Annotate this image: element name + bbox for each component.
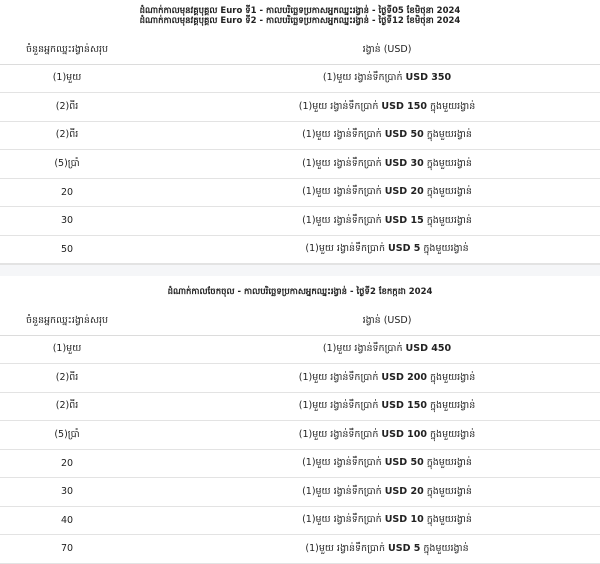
prize-amount: USD 200 xyxy=(381,371,427,383)
section1-title xyxy=(0,0,600,36)
prize-suffix: ក្នុងមួយរង្វាន់ xyxy=(426,428,476,440)
table-row xyxy=(0,392,600,421)
section1-title-line1: ដំណាក់កាលមុនវគ្គបុគ្គល Euro ទី1 - កាលបរិច្ឆេទប្រកាសអ្នកឈ្នះរង្វាន់ - ថ្ងៃទី05 ខែមិថុនា 2024 xyxy=(139,6,461,16)
prize-text xyxy=(323,342,451,356)
winners-count-cell: (2)ពីរ xyxy=(0,93,134,122)
prize-suffix: ក្នុងមួយរង្វាន់ xyxy=(420,542,469,554)
winners-count-cell: (2)ពីរ xyxy=(0,392,134,421)
table-row xyxy=(0,535,600,564)
prize-text xyxy=(305,242,468,256)
prize-amount: USD 5 xyxy=(388,243,421,255)
prize-suffix: ក្នុងមួយរង្វាន់ xyxy=(423,157,472,169)
prize-prefix: (1)មួយ រង្វាន់ទឹកប្រាក់ xyxy=(305,243,389,255)
prize-column-header: រង្វាន់ (USD) xyxy=(134,307,600,335)
prize-amount: USD 5 xyxy=(388,542,421,554)
table-header-row xyxy=(0,36,600,64)
winners-count-cell: 30 xyxy=(0,207,134,236)
prize-amount: USD 100 xyxy=(381,428,427,440)
table-row xyxy=(0,421,600,450)
prize-suffix: ក្នុងមួយរង្វាន់ xyxy=(423,457,472,469)
prize-amount: USD 20 xyxy=(384,485,424,497)
prize-amount: USD 350 xyxy=(405,72,452,84)
prize-cell xyxy=(134,178,600,207)
prize-suffix: ក្នុងមួយរង្វាន់ xyxy=(423,214,472,226)
prize-text xyxy=(302,157,472,171)
prize-suffix: ក្នុងមួយរង្វាន់ xyxy=(423,129,472,141)
prize-prefix: (1)មួយ រង្វាន់ទឹកប្រាក់ xyxy=(302,157,385,169)
prize-prefix: (1)មួយ រង្វាន់ទឹកប្រាក់ xyxy=(302,129,385,141)
winners-count-cell: 50 xyxy=(0,235,134,264)
prize-prefix: (1)មួយ រង្វាន់ទឹកប្រាក់ xyxy=(302,514,385,526)
prize-cell xyxy=(134,121,600,150)
winners-count-cell: (2)ពីរ xyxy=(0,121,134,150)
prize-text xyxy=(299,428,475,442)
winners-count-cell: 20 xyxy=(0,449,134,478)
table-row xyxy=(0,335,600,364)
prize-cell xyxy=(134,150,600,179)
table-row xyxy=(0,364,600,393)
prize-amount: USD 150 xyxy=(381,100,427,112)
section2-prize-table xyxy=(0,307,600,564)
table-row xyxy=(0,506,600,535)
winners-count-cell: 40 xyxy=(0,506,134,535)
prize-text xyxy=(323,71,451,85)
prize-amount: USD 15 xyxy=(384,214,424,226)
prize-cell xyxy=(134,506,600,535)
prize-text xyxy=(302,456,472,470)
table-header-row xyxy=(0,307,600,335)
prize-column-header: រង្វាន់ (USD) xyxy=(134,36,600,64)
prize-amount: USD 50 xyxy=(384,129,424,141)
prize-prefix: (1)មួយ រង្វាន់ទឹកប្រាក់ xyxy=(298,400,382,412)
prize-text xyxy=(299,399,475,413)
prize-cell xyxy=(134,449,600,478)
winners-count-cell: (5)ប្រាំ xyxy=(0,421,134,450)
winners-count-cell: (2)ពីរ xyxy=(0,364,134,393)
prize-suffix: ក្នុងមួយរង្វាន់ xyxy=(423,186,472,198)
prize-cell xyxy=(134,535,600,564)
prize-prefix: (1)មួយ រង្វាន់ទឹកប្រាក់ xyxy=(322,343,406,355)
prize-cell xyxy=(134,207,600,236)
prize-amount: USD 10 xyxy=(384,514,424,526)
prize-text xyxy=(299,100,475,114)
prize-cell xyxy=(134,478,600,507)
prize-text xyxy=(302,214,472,228)
section2-title-line1: ដំណាក់កាលចែកចុល - កាលបរិច្ឆេទប្រកាសអ្នកឈ្នះរង្វាន់ - ថ្ងៃទី2 ខែកក្កដា 2024 xyxy=(167,287,433,297)
winners-count-cell: (5)ប្រាំ xyxy=(0,150,134,179)
prize-amount: USD 20 xyxy=(384,186,424,198)
prize-cell xyxy=(134,235,600,264)
prize-prefix: (1)មួយ រង្វាន់ទឹកប្រាក់ xyxy=(302,485,385,497)
section2-table-body xyxy=(0,335,600,563)
winners-count-cell: 20 xyxy=(0,178,134,207)
prize-prefix: (1)មួយ រង្វាន់ទឹកប្រាក់ xyxy=(302,457,385,469)
section-divider xyxy=(0,264,600,276)
prize-prefix: (1)មួយ រង្វាន់ទឹកប្រាក់ xyxy=(298,100,382,112)
prize-text xyxy=(305,542,468,556)
table-row xyxy=(0,235,600,264)
prize-amount: USD 50 xyxy=(384,457,424,469)
winners-count-cell: 70 xyxy=(0,535,134,564)
prize-text xyxy=(302,513,472,527)
prize-text xyxy=(302,185,472,199)
section1-prize-table xyxy=(0,36,600,264)
prize-suffix: ក្នុងមួយរង្វាន់ xyxy=(423,514,472,526)
prize-prefix: (1)មួយ រង្វាន់ទឹកប្រាក់ xyxy=(298,371,382,383)
table-row xyxy=(0,207,600,236)
prize-prefix: (1)មួយ រង្វាន់ទឹកប្រាក់ xyxy=(302,186,385,198)
table-row xyxy=(0,449,600,478)
prize-suffix: ក្នុងមួយរង្វាន់ xyxy=(423,485,472,497)
section1-table-body xyxy=(0,64,600,264)
prize-text xyxy=(299,371,475,385)
winners-count-cell: (1)មួយ xyxy=(0,64,134,93)
prize-suffix: ក្នុងមួយរង្វាន់ xyxy=(426,100,476,112)
table-row xyxy=(0,178,600,207)
table-row xyxy=(0,93,600,122)
table-row xyxy=(0,478,600,507)
winners-column-header: ចំនួនអ្នកឈ្នះរង្វាន់សរុប xyxy=(0,36,134,64)
prize-text xyxy=(302,485,472,499)
winners-column-header: ចំនួនអ្នកឈ្នះរង្វាន់សរុប xyxy=(0,307,134,335)
prize-amount: USD 150 xyxy=(381,400,427,412)
prize-prefix: (1)មួយ រង្វាន់ទឹកប្រាក់ xyxy=(305,542,389,554)
prize-suffix: ក្នុងមួយរង្វាន់ xyxy=(426,400,476,412)
winners-count-cell: 30 xyxy=(0,478,134,507)
table-row xyxy=(0,150,600,179)
prize-cell xyxy=(134,421,600,450)
prize-amount: USD 450 xyxy=(405,343,452,355)
prize-suffix: ក្នុងមួយរង្វាន់ xyxy=(420,243,469,255)
table-row xyxy=(0,64,600,93)
prize-cell xyxy=(134,392,600,421)
prize-amount: USD 30 xyxy=(384,157,424,169)
prize-prefix: (1)មួយ រង្វាន់ទឹកប្រាក់ xyxy=(298,428,382,440)
section1-title-line2: ដំណាក់កាលមុនវគ្គបុគ្គល Euro ទី2 - កាលបរិច្ឆេទប្រកាសអ្នកឈ្នះរង្វាន់ - ថ្ងៃទី12 ខែមិថុនា 2024 xyxy=(139,16,461,26)
table-row xyxy=(0,121,600,150)
prize-cell xyxy=(134,93,600,122)
prize-prefix: (1)មួយ រង្វាន់ទឹកប្រាក់ xyxy=(322,72,406,84)
prize-cell xyxy=(134,64,600,93)
prize-prefix: (1)មួយ រង្វាន់ទឹកប្រាក់ xyxy=(302,214,385,226)
prize-cell xyxy=(134,335,600,364)
prize-cell xyxy=(134,364,600,393)
section2-title xyxy=(0,276,600,307)
winners-count-cell: (1)មួយ xyxy=(0,335,134,364)
prize-text xyxy=(302,128,472,142)
prize-suffix: ក្នុងមួយរង្វាន់ xyxy=(426,371,476,383)
